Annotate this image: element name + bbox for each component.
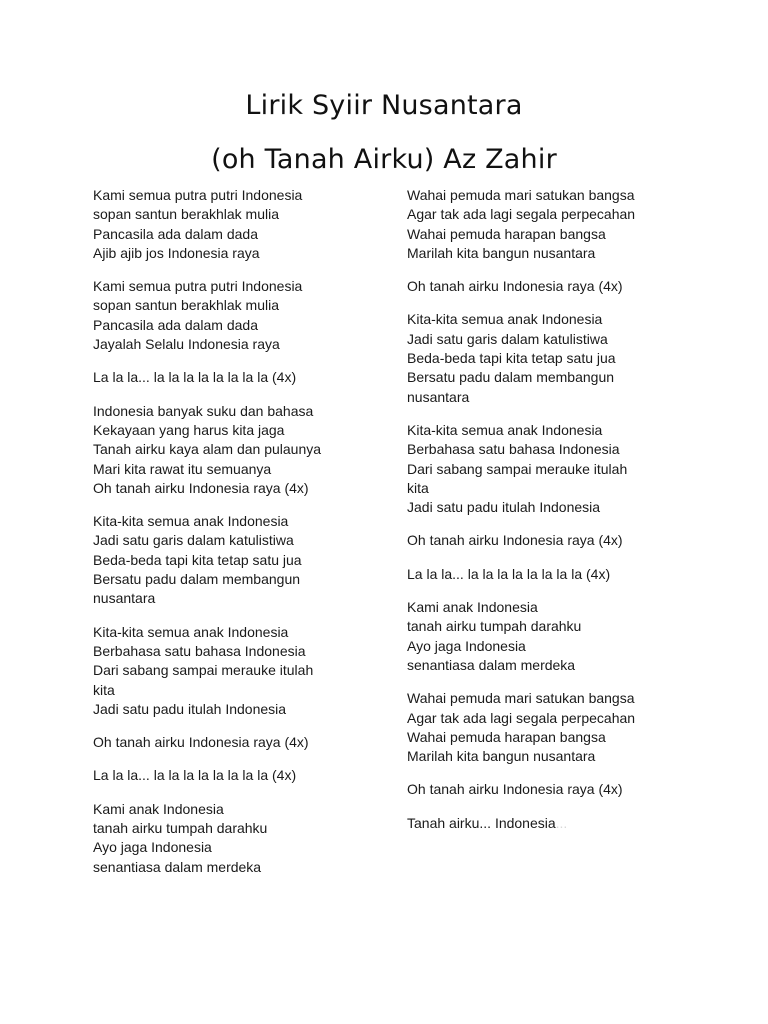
lyric-line: Jadi satu padu itulah Indonesia [407,499,601,516]
lyric-line: Oh tanah airku Indonesia raya (4x) [407,781,623,798]
lyric-line: nusantara [93,590,156,607]
lyric-line: Agar tak ada lagi segala perpecahan [407,206,636,223]
lyric-line: Oh tanah airku Indonesia raya (4x) [93,479,309,496]
lyric-line: Indonesia banyak suku dan bahasa [93,402,314,419]
lyric-line: Oh tanah airku Indonesia raya (4x) [407,278,623,295]
lyric-stanza [93,733,383,752]
document-subtitle: (oh Tanah Airku) Az Zahir [211,144,557,175]
lyric-line: Kita-kita semua anak Indonesia [93,513,289,530]
lyric-line: Kami anak Indonesia [407,599,538,616]
document-title: Lirik Syiir Nusantara [245,90,523,121]
lyric-line: Dari sabang sampai merauke itulah [93,662,314,679]
lyric-stanza [93,512,383,608]
lyric-line: Wahai pemuda mari satukan bangsa [407,690,635,707]
lyric-stanza [407,421,707,517]
lyric-line: Pancasila ada dalam dada [93,225,259,242]
lyric-line: La la la... la la la la la la la la (4x) [93,767,297,784]
lyric-line: Kita-kita semua anak Indonesia [93,623,289,640]
lyric-line: senantiasa dalam merdeka [407,656,576,673]
lyric-line: Kekayaan yang harus kita jaga [93,421,285,438]
lyrics-column-right [407,186,707,847]
lyric-line: La la la... la la la la la la la la (4x) [407,565,611,582]
lyric-stanza [407,531,707,550]
lyric-stanza [407,310,707,406]
lyric-stanza [93,277,383,354]
lyric-line: Agar tak ada lagi segala perpecahan [407,709,636,726]
lyric-line: Bersatu padu dalam membangun [93,571,301,588]
closing-stanza [407,814,707,833]
lyric-line: Jadi satu garis dalam katulistiwa [407,330,608,347]
lyric-line: Bersatu padu dalam membangun [407,369,615,386]
lyric-line: Kami semua putra putri Indonesia [93,278,303,295]
lyric-line: Beda-beda tapi kita tetap satu jua [407,350,616,367]
lyric-line: tanah airku tumpah darahku [93,820,268,837]
lyric-line: Ajib ajib jos Indonesia raya [93,244,260,261]
lyric-line: Kami semua putra putri Indonesia [93,187,303,203]
closing-line-text: Tanah airku... Indonesia [407,814,556,831]
lyric-line: senantiasa dalam merdeka [93,858,262,875]
lyric-stanza [93,766,383,785]
lyric-stanza [93,623,383,719]
lyric-line: Dari sabang sampai merauke itulah [407,460,628,477]
lyric-stanza [407,689,707,766]
lyric-stanza [93,402,383,498]
lyric-line: sopan santun berakhlak mulia [93,297,280,314]
lyric-stanza [407,598,707,675]
lyric-line: Ayo jaga Indonesia [93,839,212,856]
lyric-line: sopan santun berakhlak mulia [93,206,280,223]
lyric-line: Oh tanah airku Indonesia raya (4x) [93,734,309,751]
lyrics-column-left [93,186,383,891]
lyric-stanza [93,186,383,263]
lyric-line: Wahai pemuda harapan bangsa [407,728,606,745]
lyric-line: Kita-kita semua anak Indonesia [407,421,603,438]
lyric-line: tanah airku tumpah darahku [407,618,582,635]
lyric-stanza [407,565,707,584]
lyric-line: Marilah kita bangun nusantara [407,748,596,765]
lyric-stanza [407,780,707,799]
lyric-line: nusantara [407,388,470,405]
lyric-line: Jayalah Selalu Indonesia raya [93,336,280,353]
lyric-line: Berbahasa satu bahasa Indonesia [93,642,306,659]
lyric-line: Ayo jaga Indonesia [407,637,526,654]
lyric-line: kita [407,479,429,496]
lyric-line: Jadi satu garis dalam katulistiwa [93,532,294,549]
lyric-stanza [93,800,383,877]
lyric-line: kita [93,681,115,698]
lyric-line: Berbahasa satu bahasa Indonesia [407,441,620,458]
lyric-line: Marilah kita bangun nusantara [407,244,596,261]
lyric-line: Wahai pemuda mari satukan bangsa [407,187,635,203]
closing-line [407,814,707,833]
lyric-line: Wahai pemuda harapan bangsa [407,225,606,242]
lyric-line: La la la... la la la la la la la la (4x) [93,369,297,386]
closing-ellipsis: ... [555,814,568,831]
lyric-line: Mari kita rawat itu semuanya [93,460,272,477]
lyric-stanza [407,277,707,296]
lyric-stanza [93,368,383,387]
lyric-line: Jadi satu padu itulah Indonesia [93,700,287,717]
lyric-line: Tanah airku kaya alam dan pulaunya [93,441,322,458]
lyric-stanza [407,186,707,263]
lyric-line: Oh tanah airku Indonesia raya (4x) [407,532,623,549]
lyric-line: Pancasila ada dalam dada [93,316,259,333]
lyric-line: Kami anak Indonesia [93,800,224,817]
lyric-line: Kita-kita semua anak Indonesia [407,311,603,328]
lyric-line: Beda-beda tapi kita tetap satu jua [93,551,302,568]
